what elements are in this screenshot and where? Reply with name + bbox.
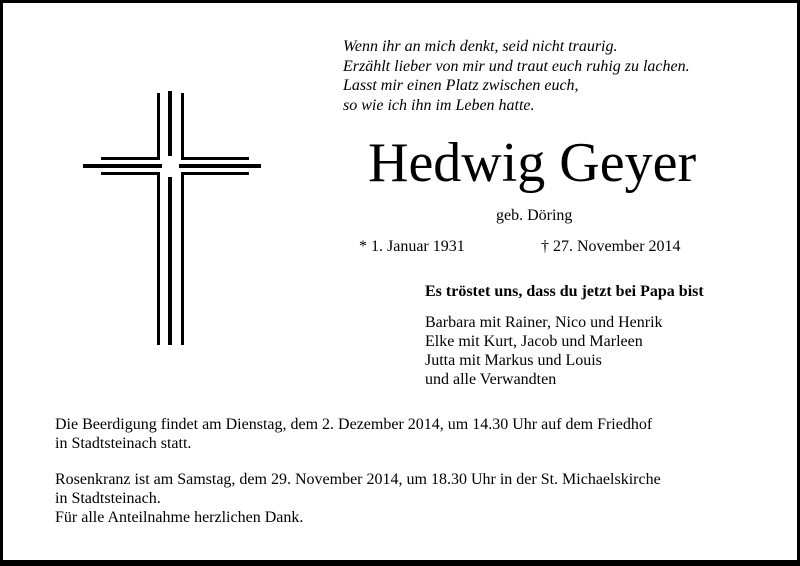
- funeral-line: Die Beerdigung findet am Dienstag, dem 2. Dezember 2014, um 14.30 Uhr auf dem Friedhof: [55, 416, 653, 433]
- verse-line: Erzählt lieber von mir und traut euch ruhig zu lachen.: [343, 57, 690, 75]
- funeral-line: in Stadtsteinach statt.: [55, 435, 192, 452]
- mourner: und alle Verwandten: [425, 371, 557, 388]
- mourners-list: [425, 313, 663, 389]
- cross-icon: [3, 3, 303, 363]
- verse-line: Wenn ihr an mich denkt, seid nicht traurig.: [343, 38, 618, 55]
- deceased-name: Hedwig Geyer: [368, 132, 697, 194]
- rosary-line: in Stadtsteinach.: [55, 490, 161, 507]
- maiden-name: geb. Döring: [496, 207, 573, 224]
- verse: [343, 37, 690, 115]
- motto: Es tröstet uns, dass du jetzt bei Papa bist: [425, 283, 704, 300]
- rosary-line: Rosenkranz ist am Samstag, dem 29. November 2014, um 18.30 Uhr in der St. Michaelskirche: [55, 471, 661, 488]
- mourner: Barbara mit Rainer, Nico und Henrik: [425, 314, 663, 331]
- funeral-info: [55, 415, 652, 453]
- thanks-line: Für alle Anteilnahme herzlichen Dank.: [55, 509, 304, 526]
- mourner: Elke mit Kurt, Jacob und Marleen: [425, 333, 643, 350]
- verse-line: Lasst mir einen Platz zwischen euch,: [343, 77, 579, 94]
- mourner: Jutta mit Markus und Louis: [425, 352, 602, 369]
- verse-line: so wie ich ihn im Leben hatte.: [343, 96, 535, 114]
- birth-date: * 1. Januar 1931: [359, 238, 465, 255]
- rosary-info: [55, 470, 661, 527]
- death-date: † 27. November 2014: [541, 238, 681, 255]
